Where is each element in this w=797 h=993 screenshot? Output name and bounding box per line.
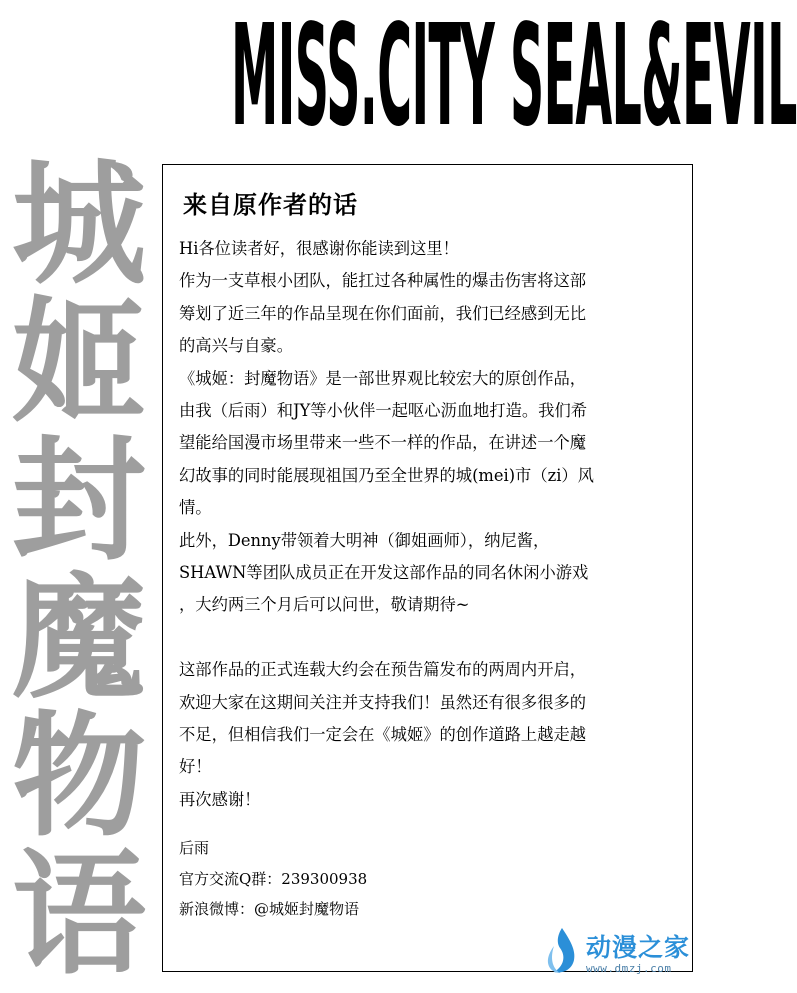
letter-line [179,622,679,654]
letter-line: Hi各位读者好，很感谢你能读到这里！ [179,239,459,258]
letter-line: 作为一支草根小团队，能扛过各种属性的爆击伤害将这部 [179,271,587,291]
letter-line: 此外，Denny带领着大明神（御姐画师），纳尼酱， [179,530,550,550]
title-char: 语 [11,837,146,993]
letter-line: 幻故事的同时能展现祖国乃至全世界的城(mei)市（zi）风 [179,465,594,485]
letter-body [179,233,679,816]
letter-line: 由我（后雨）和JY等小伙伴一起呕心沥血地打造。我们希 [179,401,588,421]
vertical-chinese-title [4,147,154,993]
letter-line: 情。 [179,498,212,518]
letter-line: 这部作品的正式连载大约会在预告篇发布的两周内开启， [179,660,587,680]
letter-line: SHAWN等团队成员正在开发这部作品的同名休闲小游戏 [179,563,589,583]
letter-line: 的高兴与自豪。 [179,336,293,356]
title-char: 城 [11,147,146,303]
ink-drop-logo-icon [540,926,580,976]
title-char: 姬 [11,285,146,441]
letter-line: ，大约两三个月后可以问世，敬请期待~ [179,595,470,615]
weibo-handle: 新浪微博：@城姬封魔物语 [179,900,360,918]
author-letter-panel [162,164,693,972]
signature: 后雨 [179,839,210,857]
letter-line: 筹划了近三年的作品呈现在你们面前，我们已经感到无比 [179,303,587,323]
title-char: 物 [11,699,146,855]
letter-line: 再次感谢！ [179,789,261,809]
letter-line: 欢迎大家在这期间关注并支持我们！虽然还有很多很多的 [179,692,587,712]
title-char: 魔 [11,561,146,717]
letter-line: 望能给国漫市场里带来一些不一样的作品，在讲述一个魔 [179,433,587,453]
letter-footer [179,833,579,925]
site-watermark [540,922,698,982]
letter-line: 不足，但相信我们一定会在《城姬》的创作道路上越走越 [179,725,587,745]
letter-line: 好！ [179,757,212,777]
letter-line: 《城姬：封魔物语》是一部世界观比较宏大的原创作品， [179,368,587,388]
letter-heading: 来自原作者的话 [183,190,358,219]
english-title: MISS.CITY SEAL&EVIL [231,0,797,158]
watermark-url: www.dmzj.com [586,962,672,975]
watermark-site-name: 动漫之家 [586,933,691,962]
title-char: 封 [11,423,146,579]
qq-group: 官方交流Q群：239300938 [179,869,368,888]
